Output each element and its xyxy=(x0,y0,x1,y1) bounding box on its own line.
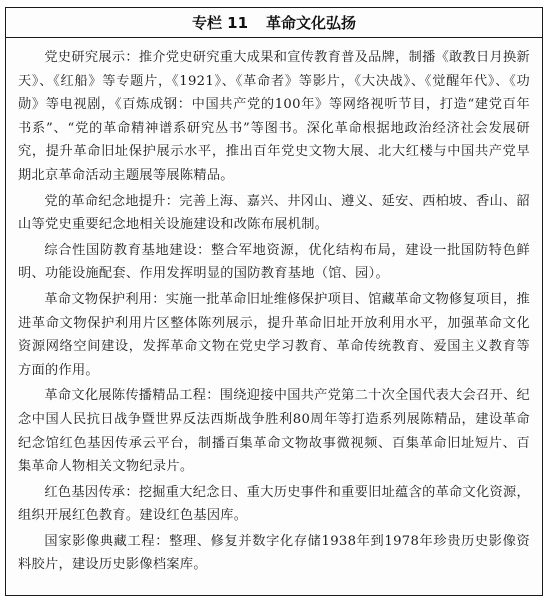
paragraph-red-gene xyxy=(18,481,530,528)
paragraph-lead: 红色基因传承： xyxy=(44,484,139,500)
column-number: 专栏 11 xyxy=(191,14,249,32)
paragraph-lead: 综合性国防教育基地建设： xyxy=(44,242,212,258)
paragraph-film-archive xyxy=(18,530,530,577)
paragraph-lead: 党的革命纪念地提升： xyxy=(44,193,180,209)
paragraph-defense-education xyxy=(18,239,530,286)
paragraph-party-history xyxy=(18,46,530,188)
paragraph-text: 完善上海、嘉兴、井冈山、遵义、延安、西柏坡、香山、韶山等党史重要纪念地相关设施建设和改陈布展机制。 xyxy=(18,193,530,233)
box-header xyxy=(6,8,542,38)
box-title: 革命文化弘扬 xyxy=(266,14,357,32)
box-body xyxy=(6,38,542,577)
paragraph-text: 整理、修复并数字化存储1938年到1978年珍贵历史影像资料胶片，建设历史影像档案库。 xyxy=(18,533,530,573)
paragraph-text: 实施一批革命旧址维修保护项目、馆藏革命文物修复项目，推进革命文物保护利用片区整体陈列展示，提升革命旧址开放利用水平，加强革命文化资源网络空间建设，发挥革命文物在党史学习教育、革命传统教育、爱国主义教育等方面的作用。 xyxy=(18,291,530,378)
paragraph-text: 整合军地资源，优化结构布局，建设一批国防特色鲜明、功能设施配套、作用发挥明显的国防教育基地（馆、园）。 xyxy=(18,242,530,282)
paragraph-lead: 革命文物保护利用： xyxy=(44,291,166,307)
paragraph-memorial-sites xyxy=(18,190,530,237)
paragraph-text: 推介党史研究重大成果和宣传教育普及品牌，制播《敢教日月换新天》、《红船》等专题片，《1921》、《革命者》等影片，《大决战》、《觉醒年代》、《功勋》等电视剧，《百炼成钢：中国共产党的100年》等网络视听节目，打造“建党百年书系”、“党的革命精神谱系研究丛书”等图书。深化革命根据地政治经济社会发展研究，提升革命旧址保护展示水平，推出百年党史文物大展、北大红楼与中国共产党早期北京革命活动主题展等展陈精品。 xyxy=(18,50,530,183)
paragraph-lead: 革命文化展陈传播精品工程： xyxy=(44,388,220,404)
paragraph-lead: 国家影像典藏工程： xyxy=(44,533,170,549)
paragraph-relics-protection xyxy=(18,288,530,382)
column-box xyxy=(5,7,543,596)
paragraph-text: 围绕迎接中国共产党第二十次全国代表大会召开、纪念中国人民抗日战争暨世界反法西斯战争胜利80周年等打造系列展陈精品，建设革命纪念馆红色基因传承云平台，制播百集革命文物故事微视频、百集革命旧址短片、百集革命人物相关文物纪录片。 xyxy=(18,388,530,475)
paragraph-lead: 党史研究展示： xyxy=(44,50,139,65)
paragraph-text: 挖掘重大纪念日、重大历史事件和重要旧址蕴含的革命文化资源，组织开展红色教育。建设红色基因库。 xyxy=(18,484,530,524)
paragraph-exhibition-project xyxy=(18,384,530,478)
